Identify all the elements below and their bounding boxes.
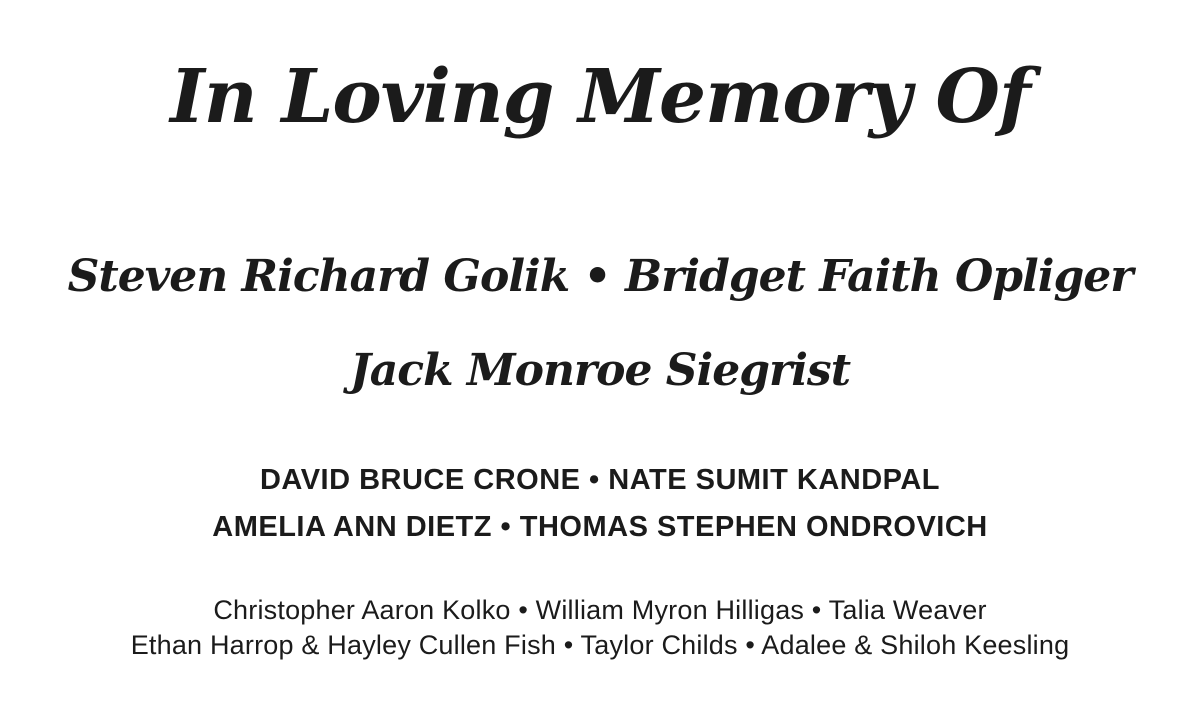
script-names-line-1: Steven Richard Golik • Bridget Faith Opliger — [67, 250, 1133, 302]
memorial-title: In Loving Memory Of — [170, 54, 1030, 140]
caps-names-line-2: AMELIA ANN DIETZ • THOMAS STEPHEN ONDROVICH — [212, 510, 988, 543]
caps-names-line-1: DAVID BRUCE CRONE • NATE SUMIT KANDPAL — [259, 463, 941, 496]
regular-names-line-1: Christopher Aaron Kolko • William Myron Hilligas • Talia Weaver — [213, 595, 987, 625]
regular-names-line-2: Ethan Harrop & Hayley Cullen Fish • Taylor Childs • Adalee & Shiloh Keesling — [130, 630, 1070, 660]
script-names-line-2: Jack Monroe Siegrist — [349, 344, 851, 396]
